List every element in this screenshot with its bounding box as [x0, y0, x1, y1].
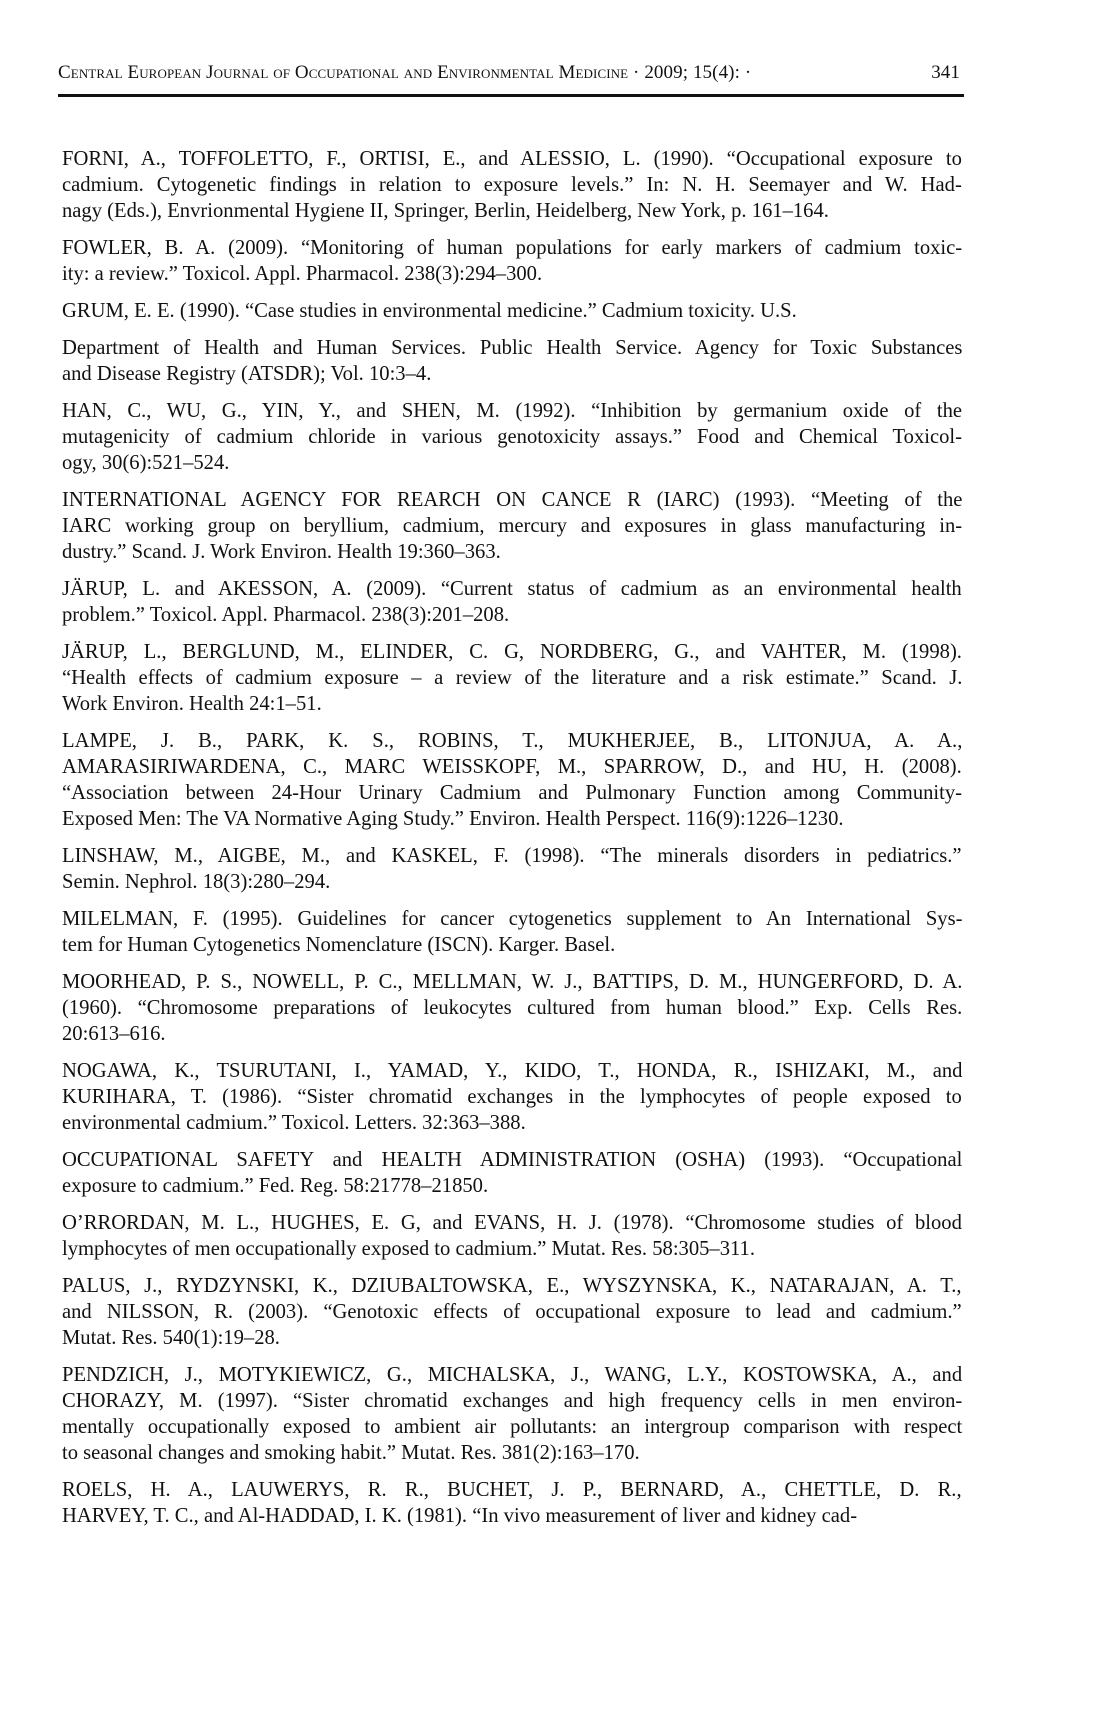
- reference-entry: [62, 969, 962, 1047]
- reference-line: PENDZICH, J., MOTYKIEWICZ, G., MICHALSKA, J., WANG, L.Y., KOSTOWSKA, A., and: [62, 1364, 963, 1386]
- reference-line: ROELS, H. A., LAUWERYS, R. R., BUCHET, J. P., BERNARD, A., CHETTLE, D. R.,: [62, 1479, 962, 1501]
- reference-line: MILELMAN, F. (1995). Guidelines for cancer cytogenetics supplement to An International Sys-: [62, 908, 963, 930]
- reference-line: nagy (Eds.), Envrionmental Hygiene II, Springer, Berlin, Heidelberg, New York, p. 161–164.: [62, 200, 829, 222]
- reference-line: Work Environ. Health 24:1–51.: [62, 693, 322, 715]
- reference-entry: [62, 235, 962, 287]
- reference-line: KURIHARA, T. (1986). “Sister chromatid exchanges in the lymphocytes of people exposed to: [62, 1086, 962, 1108]
- page-number: 341: [931, 62, 960, 83]
- reference-line: and NILSSON, R. (2003). “Genotoxic effects of occupational exposure to lead and cadmium.”: [62, 1301, 962, 1323]
- reference-line: “Health effects of cadmium exposure – a review of the literature and a risk estimate.” Scand. J.: [62, 667, 963, 689]
- reference-list: [62, 146, 962, 1540]
- reference-line: Department of Health and Human Services. Public Health Service. Agency for Toxic Substances: [62, 337, 963, 359]
- reference-line: mentally occupationally exposed to ambient air pollutants: an intergroup comparison with respect: [62, 1416, 963, 1438]
- reference-line: CHORAZY, M. (1997). “Sister chromatid exchanges and high frequency cells in men environ-: [62, 1390, 963, 1412]
- reference-line: problem.” Toxicol. Appl. Pharmacol. 238(3):201–208.: [62, 604, 510, 626]
- reference-line: tem for Human Cytogenetics Nomenclature (ISCN). Karger. Basel.: [62, 934, 616, 956]
- reference-line: GRUM, E. E. (1990). “Case studies in environmental medicine.” Cadmium toxicity. U.S.: [62, 300, 797, 322]
- reference-line: dustry.” Scand. J. Work Environ. Health 19:360–363.: [62, 541, 501, 563]
- reference-line: (1960). “Chromosome preparations of leukocytes cultured from human blood.” Exp. Cells Res.: [62, 997, 963, 1019]
- reference-line: HARVEY, T. C., and Al-HADDAD, I. K. (1981). “In vivo measurement of liver and kidney cad-: [62, 1505, 858, 1527]
- reference-entry: [62, 1362, 962, 1466]
- reference-entry: [62, 639, 962, 717]
- reference-line: cadmium. Cytogenetic findings in relation to exposure levels.” In: N. H. Seemayer and W. Had-: [62, 174, 962, 196]
- reference-line: Exposed Men: The VA Normative Aging Study.” Environ. Health Perspect. 116(9):1226–1230.: [62, 808, 844, 830]
- reference-entry: [62, 1058, 962, 1136]
- reference-entry: [62, 843, 962, 895]
- reference-line: JÄRUP, L. and AKESSON, A. (2009). “Current status of cadmium as an environmental health: [62, 578, 962, 600]
- reference-entry: [62, 335, 962, 387]
- reference-line: to seasonal changes and smoking habit.” Mutat. Res. 381(2):163–170.: [62, 1442, 640, 1464]
- reference-line: Semin. Nephrol. 18(3):280–294.: [62, 871, 331, 893]
- reference-line: NOGAWA, K., TSURUTANI, I., YAMAD, Y., KIDO, T., HONDA, R., ISHIZAKI, M., and: [62, 1060, 963, 1082]
- reference-entry: [62, 728, 962, 832]
- journal-title: Central European Journal of Occupational and Environmental Medicine: [58, 62, 629, 83]
- issue-citation: · 2009; 15(4): ·: [628, 62, 752, 83]
- reference-entry: [62, 1477, 962, 1529]
- reference-line: lymphocytes of men occupationally exposed to cadmium.” Mutat. Res. 58:305–311.: [62, 1238, 755, 1260]
- reference-entry: [62, 1147, 962, 1199]
- reference-line: LINSHAW, M., AIGBE, M., and KASKEL, F. (1998). “The minerals disorders in pediatrics.”: [62, 845, 962, 867]
- reference-entry: [62, 298, 962, 324]
- reference-line: OCCUPATIONAL SAFETY and HEALTH ADMINISTRATION (OSHA) (1993). “Occupational: [62, 1149, 963, 1171]
- reference-line: PALUS, J., RYDZYNSKI, K., DZIUBALTOWSKA, E., WYSZYNSKA, K., NATARAJAN, A. T.,: [62, 1275, 962, 1297]
- reference-entry: [62, 576, 962, 628]
- reference-line: IARC working group on beryllium, cadmium, mercury and exposures in glass manufacturing in-: [62, 515, 963, 537]
- header-rule: [58, 94, 964, 97]
- reference-line: 20:613–616.: [62, 1023, 166, 1045]
- reference-line: JÄRUP, L., BERGLUND, M., ELINDER, C. G, NORDBERG, G., and VAHTER, M. (1998).: [62, 641, 962, 663]
- reference-line: ity: a review.” Toxicol. Appl. Pharmacol. 238(3):294–300.: [62, 263, 543, 285]
- reference-entry: [62, 398, 962, 476]
- reference-line: ogy, 30(6):521–524.: [62, 452, 230, 474]
- reference-entry: [62, 146, 962, 224]
- running-header: [58, 62, 964, 86]
- reference-line: FOWLER, B. A. (2009). “Monitoring of human populations for early markers of cadmium toxic-: [62, 237, 963, 259]
- reference-entry: [62, 487, 962, 565]
- reference-line: Mutat. Res. 540(1):19–28.: [62, 1327, 280, 1349]
- reference-line: HAN, C., WU, G., YIN, Y., and SHEN, M. (1992). “Inhibition by germanium oxide of the: [62, 400, 963, 422]
- reference-line: mutagenicity of cadmium chloride in various genotoxicity assays.” Food and Chemical Toxicol-: [62, 426, 963, 448]
- reference-line: and Disease Registry (ATSDR); Vol. 10:3–4.: [62, 363, 432, 385]
- reference-entry: [62, 1210, 962, 1262]
- reference-line: LAMPE, J. B., PARK, K. S., ROBINS, T., MUKHERJEE, B., LITONJUA, A. A.,: [62, 730, 963, 752]
- reference-line: FORNI, A., TOFFOLETTO, F., ORTISI, E., and ALESSIO, L. (1990). “Occupational exposure to: [62, 148, 962, 170]
- reference-line: MOORHEAD, P. S., NOWELL, P. C., MELLMAN, W. J., BATTIPS, D. M., HUNGERFORD, D. A.: [62, 971, 963, 993]
- reference-line: “Association between 24-Hour Urinary Cadmium and Pulmonary Function among Community-: [62, 782, 963, 804]
- reference-line: AMARASIRIWARDENA, C., MARC WEISSKOPF, M., SPARROW, D., and HU, H. (2008).: [62, 756, 962, 778]
- reference-line: O’RRORDAN, M. L., HUGHES, E. G, and EVANS, H. J. (1978). “Chromosome studies of blood: [62, 1212, 962, 1234]
- reference-entry: [62, 1273, 962, 1351]
- reference-line: environmental cadmium.” Toxicol. Letters. 32:363–388.: [62, 1112, 526, 1134]
- reference-entry: [62, 906, 962, 958]
- reference-line: INTERNATIONAL AGENCY FOR REARCH ON CANCE R (IARC) (1993). “Meeting of the: [62, 489, 963, 511]
- reference-line: exposure to cadmium.” Fed. Reg. 58:21778–21850.: [62, 1175, 489, 1197]
